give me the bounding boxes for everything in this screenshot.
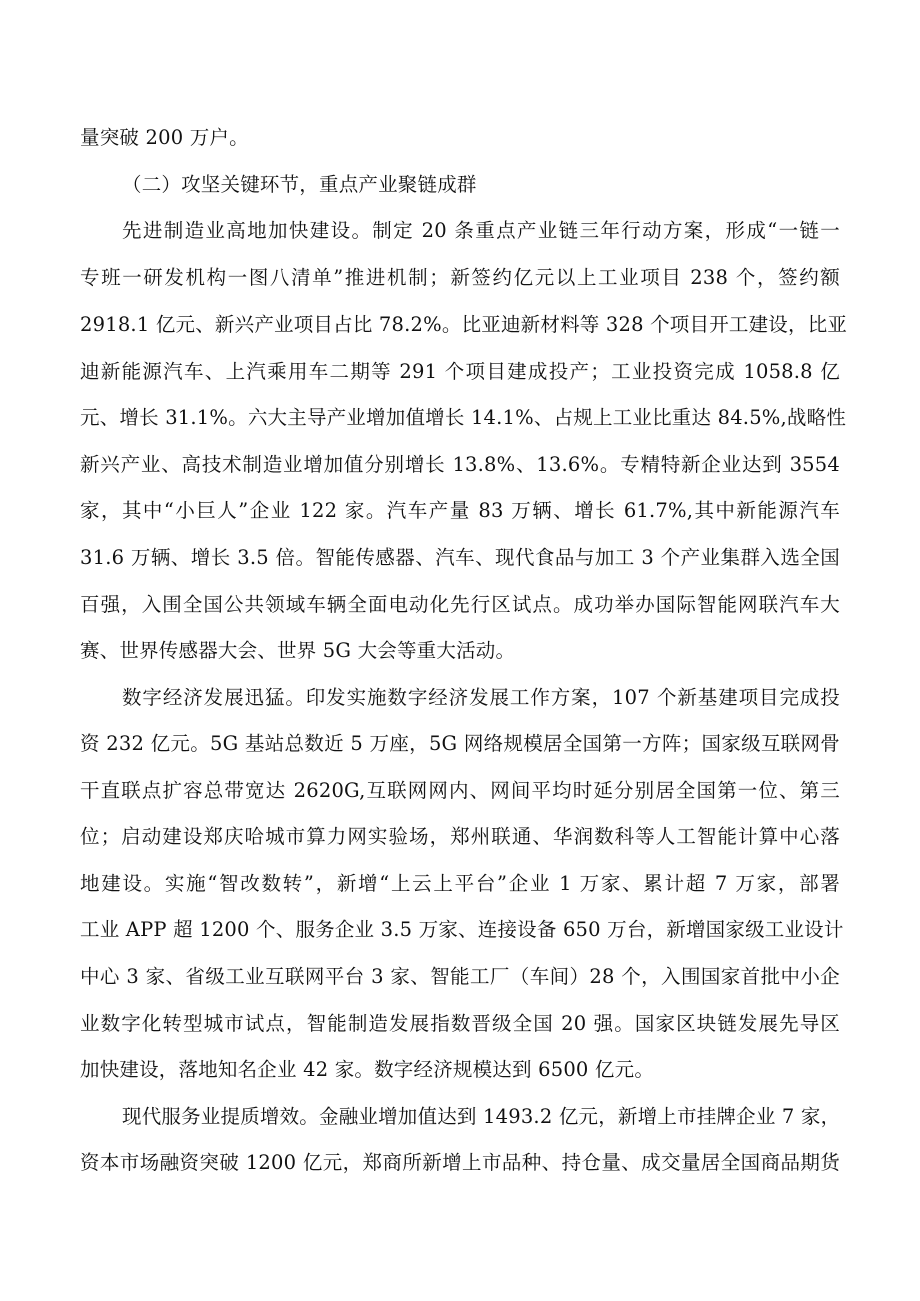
paragraph-line: 加快建设，落地知名企业 42 家。数字经济规模达到 6500 亿元。	[80, 1058, 655, 1081]
paragraph-line: 家，其中“小巨人”企业 122 家。汽车产量 83 万辆、增长 61.7%,其中新能源汽车	[80, 499, 840, 522]
paragraph-line: 元、增长 31.1%。六大主导产业增加值增长 14.1%、占规上工业比重达 84.5%,战略性	[80, 406, 847, 429]
paragraph-line: 新兴产业、高技术制造业增加值分别增长 13.8%、13.6%。专精特新企业达到 3554	[80, 453, 840, 476]
paragraph-line: 干直联点扩容总带宽达 2620G,互联网网内、网间平均时延分别居全国第一位、第三	[80, 779, 840, 802]
paragraph-line: 迪新能源汽车、上汽乘用车二期等 291 个项目建成投产；工业投资完成 1058.8 亿	[80, 360, 840, 383]
paragraph-line: 数字经济发展迅猛。印发实施数字经济发展工作方案，107 个新基建项目完成投	[122, 686, 840, 709]
paragraph-line: 量突破 200 万户。	[80, 126, 249, 149]
paragraph-line: 业数字化转型城市试点，智能制造发展指数晋级全国 20 强。国家区块链发展先导区	[80, 1012, 840, 1035]
paragraph-line: 现代服务业提质增效。金融业增加值达到 1493.2 亿元，新增上市挂牌企业 7 家，	[122, 1105, 841, 1128]
paragraph-line: 2918.1 亿元、新兴产业项目占比 78.2%。比亚迪新材料等 328 个项目开工建设，比亚	[80, 313, 848, 336]
paragraph-line: 位；启动建设郑庆哈城市算力网实验场，郑州联通、华润数科等人工智能计算中心落	[80, 825, 840, 848]
paragraph-line: 31.6 万辆、增长 3.5 倍。智能传感器、汽车、现代食品与加工 3 个产业集群入选全国	[80, 546, 840, 569]
section-heading: （二）攻坚关键环节，重点产业聚链成群	[122, 173, 477, 196]
paragraph-line: 资 232 亿元。5G 基站总数近 5 万座，5G 网络规模居全国第一方阵；国家级互联网骨	[80, 732, 840, 755]
paragraph-line: 资本市场融资突破 1200 亿元，郑商所新增上市品种、持仓量、成交量居全国商品期货	[80, 1151, 840, 1174]
paragraph-line: 工业 APP 超 1200 个、服务企业 3.5 万家、连接设备 650 万台，新增国家级工业设计	[80, 918, 844, 941]
paragraph-line: 先进制造业高地加快建设。制定 20 条重点产业链三年行动方案，形成“一链一	[122, 219, 840, 242]
paragraph-line: 百强，入围全国公共领域车辆全面电动化先行区试点。成功举办国际智能网联汽车大	[80, 593, 840, 616]
paragraph-line: 赛、世界传感器大会、世界 5G 大会等重大活动。	[80, 639, 516, 662]
paragraph-line: 地建设。实施“智改数转”，新增“上云上平台”企业 1 万家、累计超 7 万家，部署	[80, 872, 840, 895]
paragraph-line: 专班一研发机构一图八清单”推进机制；新签约亿元以上工业项目 238 个，签约额	[80, 266, 840, 289]
paragraph-line: 中心 3 家、省级工业互联网平台 3 家、智能工厂（车间）28 个，入围国家首批中小企	[80, 965, 840, 988]
